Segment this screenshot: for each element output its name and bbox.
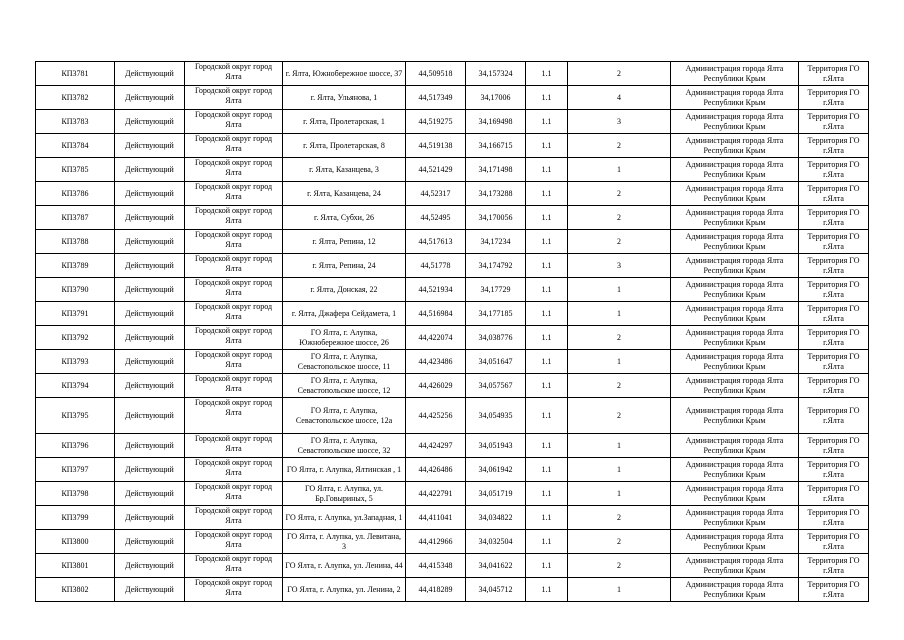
row-latitude: 44,51778: [406, 254, 466, 278]
row-latitude: 44,422791: [406, 482, 466, 506]
row-owner: Администрация города Ялта Республики Крым: [671, 434, 799, 458]
row-owner: Администрация города Ялта Республики Крым: [671, 278, 799, 302]
row-longitude: 34,034822: [466, 506, 526, 530]
row-owner: Администрация города Ялта Республики Крым: [671, 254, 799, 278]
row-address: ГО Ялта, г. Алупка, Севастопольское шоссе, 12: [283, 374, 406, 398]
row-owner: Администрация города Ялта Республики Крым: [671, 350, 799, 374]
row-latitude: 44,52495: [406, 206, 466, 230]
row-territory: Территория ГО г.Ялта: [799, 326, 869, 350]
row-address: ГО Ялта, г. Алупка, ул.Западная, 1: [283, 506, 406, 530]
row-latitude: 44,422074: [406, 326, 466, 350]
row-status: Действующий: [115, 554, 185, 578]
row-owner: Администрация города Ялта Республики Крым: [671, 398, 799, 434]
row-code: КП3784: [36, 134, 115, 158]
row-code: КП3785: [36, 158, 115, 182]
row-longitude: 34,032504: [466, 530, 526, 554]
row-container-volume: 1.1: [526, 206, 568, 230]
row-district: Городской округ город Ялта: [185, 578, 283, 602]
row-status: Действующий: [115, 434, 185, 458]
row-code: КП3795: [36, 398, 115, 434]
row-container-volume: 1.1: [526, 434, 568, 458]
row-owner: Администрация города Ялта Республики Крым: [671, 230, 799, 254]
row-code: КП3783: [36, 110, 115, 134]
row-territory: Территория ГО г.Ялта: [799, 230, 869, 254]
row-container-count: 2: [568, 554, 671, 578]
row-container-volume: 1.1: [526, 350, 568, 374]
row-owner: Администрация города Ялта Республики Крым: [671, 458, 799, 482]
row-container-volume: 1.1: [526, 374, 568, 398]
row-territory: Территория ГО г.Ялта: [799, 182, 869, 206]
row-territory: Территория ГО г.Ялта: [799, 578, 869, 602]
row-latitude: 44,517349: [406, 86, 466, 110]
row-container-count: 4: [568, 86, 671, 110]
table-row: [36, 482, 869, 506]
row-code: КП3797: [36, 458, 115, 482]
row-code: КП3786: [36, 182, 115, 206]
table-row: [36, 434, 869, 458]
row-code: КП3800: [36, 530, 115, 554]
row-latitude: 44,426486: [406, 458, 466, 482]
table-row: [36, 254, 869, 278]
row-status: Действующий: [115, 110, 185, 134]
row-owner: Администрация города Ялта Республики Крым: [671, 86, 799, 110]
row-longitude: 34,061942: [466, 458, 526, 482]
table-row: [36, 374, 869, 398]
row-status: Действующий: [115, 506, 185, 530]
row-address: ГО Ялта, г. Алупка, Южнобережное шоссе, 26: [283, 326, 406, 350]
row-longitude: 34,166715: [466, 134, 526, 158]
row-district: Городской округ город Ялта: [185, 110, 283, 134]
row-district: Городской округ город Ялта: [185, 254, 283, 278]
row-status: Действующий: [115, 62, 185, 86]
row-district: Городской округ город Ялта: [185, 326, 283, 350]
row-district: Городской округ город Ялта: [185, 350, 283, 374]
row-latitude: 44,521934: [406, 278, 466, 302]
row-longitude: 34,17006: [466, 86, 526, 110]
row-container-volume: 1.1: [526, 182, 568, 206]
row-code: КП3802: [36, 578, 115, 602]
row-district: Городской округ город Ялта: [185, 530, 283, 554]
row-district: Городской округ город Ялта: [185, 302, 283, 326]
row-territory: Территория ГО г.Ялта: [799, 398, 869, 434]
row-container-count: 2: [568, 530, 671, 554]
row-container-volume: 1.1: [526, 302, 568, 326]
row-status: Действующий: [115, 350, 185, 374]
row-address: г. Ялта, Южнобережное шоссе, 37: [283, 62, 406, 86]
row-territory: Территория ГО г.Ялта: [799, 302, 869, 326]
row-longitude: 34,057567: [466, 374, 526, 398]
row-address: г. Ялта, Джафера Сейдамета, 1: [283, 302, 406, 326]
row-longitude: 34,051943: [466, 434, 526, 458]
row-code: КП3781: [36, 62, 115, 86]
row-territory: Территория ГО г.Ялта: [799, 434, 869, 458]
row-status: Действующий: [115, 278, 185, 302]
row-container-volume: 1.1: [526, 230, 568, 254]
row-latitude: 44,519138: [406, 134, 466, 158]
row-container-count: 1: [568, 578, 671, 602]
row-owner: Администрация города Ялта Республики Крым: [671, 206, 799, 230]
row-owner: Администрация города Ялта Республики Крым: [671, 134, 799, 158]
row-address: г. Ялта, Репина, 12: [283, 230, 406, 254]
row-address: г. Ялта, Донская, 22: [283, 278, 406, 302]
row-owner: Администрация города Ялта Республики Крым: [671, 62, 799, 86]
row-longitude: 34,054935: [466, 398, 526, 434]
row-district: Городской округ город Ялта: [185, 206, 283, 230]
row-container-volume: 1.1: [526, 482, 568, 506]
row-container-volume: 1.1: [526, 278, 568, 302]
table-row: [36, 182, 869, 206]
row-longitude: 34,038776: [466, 326, 526, 350]
row-code: КП3794: [36, 374, 115, 398]
row-territory: Территория ГО г.Ялта: [799, 254, 869, 278]
row-latitude: 44,411041: [406, 506, 466, 530]
table-row: [36, 350, 869, 374]
row-territory: Территория ГО г.Ялта: [799, 350, 869, 374]
row-longitude: 34,17234: [466, 230, 526, 254]
row-container-volume: 1.1: [526, 254, 568, 278]
row-territory: Территория ГО г.Ялта: [799, 110, 869, 134]
table-row: [36, 134, 869, 158]
row-latitude: 44,415348: [406, 554, 466, 578]
row-container-count: 3: [568, 110, 671, 134]
row-latitude: 44,423486: [406, 350, 466, 374]
table-row: [36, 326, 869, 350]
row-status: Действующий: [115, 530, 185, 554]
row-address: ГО Ялта, г. Алупка, Севастопольское шоссе, 32: [283, 434, 406, 458]
row-status: Действующий: [115, 254, 185, 278]
table-row: [36, 506, 869, 530]
row-longitude: 34,051719: [466, 482, 526, 506]
row-latitude: 44,52317: [406, 182, 466, 206]
row-status: Действующий: [115, 86, 185, 110]
row-district: Городской округ город Ялта: [185, 182, 283, 206]
row-code: КП3796: [36, 434, 115, 458]
table-row: [36, 578, 869, 602]
row-longitude: 34,041622: [466, 554, 526, 578]
row-container-volume: 1.1: [526, 398, 568, 434]
row-district: Городской округ город Ялта: [185, 230, 283, 254]
row-code: КП3790: [36, 278, 115, 302]
row-district: Городской округ город Ялта: [185, 134, 283, 158]
row-container-count: 2: [568, 182, 671, 206]
row-territory: Территория ГО г.Ялта: [799, 158, 869, 182]
registry-table: [35, 61, 869, 602]
table-row: [36, 278, 869, 302]
row-code: КП3799: [36, 506, 115, 530]
row-status: Действующий: [115, 578, 185, 602]
row-latitude: 44,424297: [406, 434, 466, 458]
row-district: Городской округ город Ялта: [185, 434, 283, 458]
row-container-count: 1: [568, 482, 671, 506]
row-address: ГО Ялта, г. Алупка, ул. Левитана, 3: [283, 530, 406, 554]
row-code: КП3791: [36, 302, 115, 326]
table-row: [36, 62, 869, 86]
row-territory: Территория ГО г.Ялта: [799, 206, 869, 230]
row-container-count: 1: [568, 158, 671, 182]
row-container-count: 1: [568, 434, 671, 458]
row-territory: Территория ГО г.Ялта: [799, 86, 869, 110]
row-container-count: 1: [568, 302, 671, 326]
row-container-count: 2: [568, 506, 671, 530]
row-address: ГО Ялта, г. Алупка, ул. Ленина, 2: [283, 578, 406, 602]
row-container-volume: 1.1: [526, 62, 568, 86]
row-longitude: 34,171498: [466, 158, 526, 182]
row-status: Действующий: [115, 182, 185, 206]
row-status: Действующий: [115, 482, 185, 506]
row-container-volume: 1.1: [526, 86, 568, 110]
row-owner: Администрация города Ялта Республики Крым: [671, 578, 799, 602]
row-address: г. Ялта, Казанцева, 24: [283, 182, 406, 206]
row-owner: Администрация города Ялта Республики Крым: [671, 506, 799, 530]
row-owner: Администрация города Ялта Республики Крым: [671, 530, 799, 554]
row-status: Действующий: [115, 206, 185, 230]
row-longitude: 34,174792: [466, 254, 526, 278]
row-container-volume: 1.1: [526, 530, 568, 554]
row-code: КП3793: [36, 350, 115, 374]
row-owner: Администрация города Ялта Республики Крым: [671, 110, 799, 134]
row-latitude: 44,516984: [406, 302, 466, 326]
row-latitude: 44,412966: [406, 530, 466, 554]
row-code: КП3792: [36, 326, 115, 350]
row-address: г. Ялта, Субхи, 26: [283, 206, 406, 230]
row-territory: Территория ГО г.Ялта: [799, 554, 869, 578]
row-district: Городской округ город Ялта: [185, 506, 283, 530]
row-container-count: 2: [568, 230, 671, 254]
row-address: г. Ялта, Пролетарская, 8: [283, 134, 406, 158]
row-district: Городской округ город Ялта: [185, 62, 283, 86]
row-territory: Территория ГО г.Ялта: [799, 374, 869, 398]
row-district: Городской округ город Ялта: [185, 554, 283, 578]
row-address: ГО Ялта, г. Алупка, Севастопольское шоссе, 12а: [283, 398, 406, 434]
row-container-count: 3: [568, 254, 671, 278]
row-territory: Территория ГО г.Ялта: [799, 62, 869, 86]
table-row: [36, 302, 869, 326]
row-owner: Администрация города Ялта Республики Крым: [671, 158, 799, 182]
row-district: Городской округ город Ялта: [185, 278, 283, 302]
row-status: Действующий: [115, 230, 185, 254]
table-body: [36, 62, 869, 602]
row-longitude: 34,169498: [466, 110, 526, 134]
row-container-count: 2: [568, 398, 671, 434]
row-territory: Территория ГО г.Ялта: [799, 278, 869, 302]
row-latitude: 44,519275: [406, 110, 466, 134]
row-address: г. Ялта, Репина, 24: [283, 254, 406, 278]
row-container-count: 1: [568, 350, 671, 374]
table-row: [36, 86, 869, 110]
row-code: КП3782: [36, 86, 115, 110]
row-district: Городской округ город Ялта: [185, 158, 283, 182]
row-container-volume: 1.1: [526, 554, 568, 578]
row-status: Действующий: [115, 398, 185, 434]
row-latitude: 44,517613: [406, 230, 466, 254]
row-code: КП3801: [36, 554, 115, 578]
row-owner: Администрация города Ялта Республики Крым: [671, 302, 799, 326]
row-territory: Территория ГО г.Ялта: [799, 506, 869, 530]
row-container-volume: 1.1: [526, 158, 568, 182]
row-container-count: 1: [568, 278, 671, 302]
row-district: Городской округ город Ялта: [185, 458, 283, 482]
row-code: КП3798: [36, 482, 115, 506]
row-address: ГО Ялта, г. Алупка, ул. Бр.Говыриных, 5: [283, 482, 406, 506]
row-latitude: 44,521429: [406, 158, 466, 182]
row-owner: Администрация города Ялта Республики Крым: [671, 182, 799, 206]
row-status: Действующий: [115, 326, 185, 350]
row-container-count: 2: [568, 134, 671, 158]
row-container-volume: 1.1: [526, 578, 568, 602]
table-row: [36, 230, 869, 254]
row-owner: Администрация города Ялта Республики Крым: [671, 554, 799, 578]
row-longitude: 34,177185: [466, 302, 526, 326]
row-status: Действующий: [115, 134, 185, 158]
row-longitude: 34,157324: [466, 62, 526, 86]
row-container-count: 1: [568, 458, 671, 482]
row-address: ГО Ялта, г. Алупка, Севастопольское шоссе, 11: [283, 350, 406, 374]
row-latitude: 44,509518: [406, 62, 466, 86]
row-address: ГО Ялта, г. Алупка, Ялтинская , 1: [283, 458, 406, 482]
table-row: [36, 110, 869, 134]
row-latitude: 44,425256: [406, 398, 466, 434]
row-container-count: 2: [568, 206, 671, 230]
row-code: КП3787: [36, 206, 115, 230]
row-territory: Территория ГО г.Ялта: [799, 530, 869, 554]
row-container-count: 2: [568, 326, 671, 350]
row-status: Действующий: [115, 458, 185, 482]
row-address: г. Ялта, Пролетарская, 1: [283, 110, 406, 134]
row-longitude: 34,045712: [466, 578, 526, 602]
table-row: [36, 530, 869, 554]
row-container-count: 2: [568, 62, 671, 86]
row-address: г. Ялта, Казанцева, 3: [283, 158, 406, 182]
row-territory: Территория ГО г.Ялта: [799, 458, 869, 482]
table-row: [36, 158, 869, 182]
row-owner: Администрация города Ялта Республики Крым: [671, 374, 799, 398]
row-container-volume: 1.1: [526, 110, 568, 134]
row-latitude: 44,426029: [406, 374, 466, 398]
row-latitude: 44,418289: [406, 578, 466, 602]
row-address: ГО Ялта, г. Алупка, ул. Ленина, 44: [283, 554, 406, 578]
row-longitude: 34,173288: [466, 182, 526, 206]
row-longitude: 34,17729: [466, 278, 526, 302]
row-status: Действующий: [115, 374, 185, 398]
row-district: Городской округ город Ялта: [185, 482, 283, 506]
row-district: Городской округ город Ялта: [185, 374, 283, 398]
row-territory: Территория ГО г.Ялта: [799, 134, 869, 158]
table-row: [36, 554, 869, 578]
row-owner: Администрация города Ялта Республики Крым: [671, 482, 799, 506]
row-longitude: 34,051647: [466, 350, 526, 374]
row-longitude: 34,170056: [466, 206, 526, 230]
row-district: Городской округ город Ялта: [185, 86, 283, 110]
row-owner: Администрация города Ялта Республики Крым: [671, 326, 799, 350]
row-container-volume: 1.1: [526, 326, 568, 350]
row-code: КП3789: [36, 254, 115, 278]
row-code: КП3788: [36, 230, 115, 254]
row-district: Городской округ город Ялта: [185, 398, 283, 434]
row-status: Действующий: [115, 302, 185, 326]
row-container-volume: 1.1: [526, 506, 568, 530]
row-address: г. Ялта, Ульянова, 1: [283, 86, 406, 110]
row-container-volume: 1.1: [526, 134, 568, 158]
row-territory: Территория ГО г.Ялта: [799, 482, 869, 506]
row-container-count: 2: [568, 374, 671, 398]
table-row: [36, 206, 869, 230]
row-status: Действующий: [115, 158, 185, 182]
table-row: [36, 398, 869, 434]
table-row: [36, 458, 869, 482]
row-container-volume: 1.1: [526, 458, 568, 482]
